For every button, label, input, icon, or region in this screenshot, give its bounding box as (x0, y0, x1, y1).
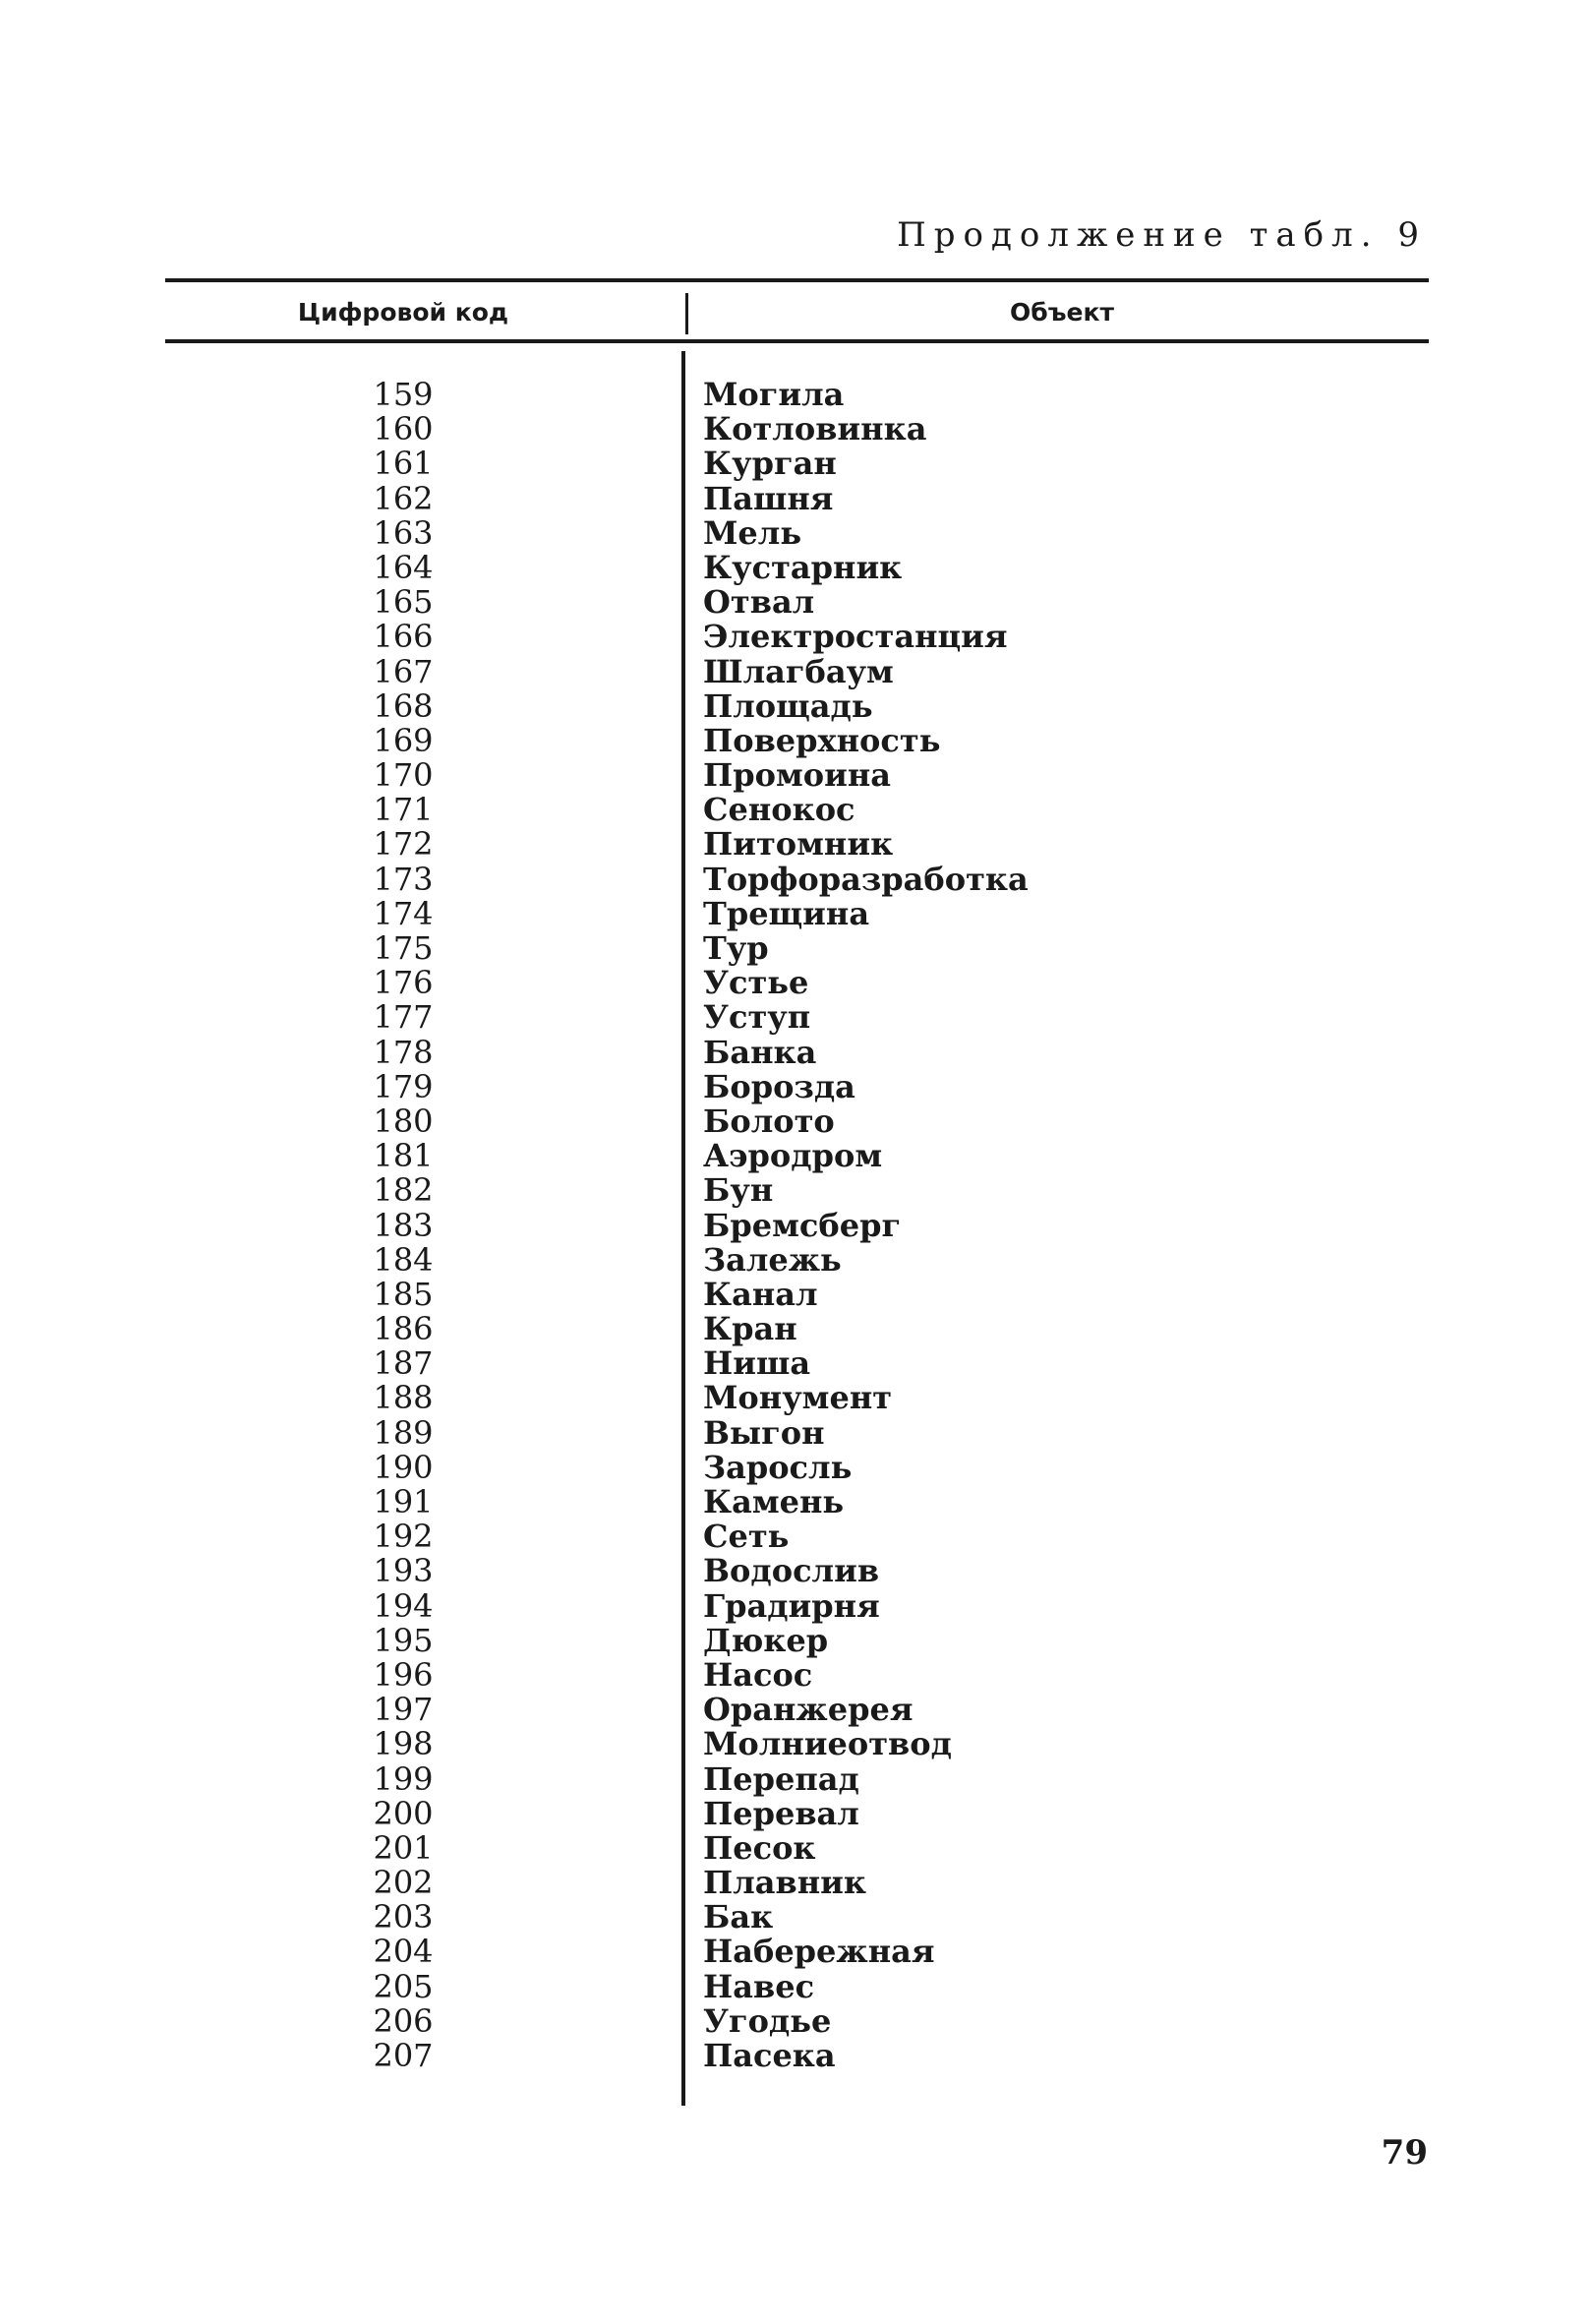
row-code: 160 (373, 410, 434, 448)
table-row (0, 1828, 1592, 1867)
row-object: Бремсберг (703, 1206, 902, 1244)
table-row (0, 1067, 1592, 1105)
table-row (0, 1554, 1592, 1588)
row-code: 161 (373, 445, 434, 483)
row-code: 187 (373, 1344, 434, 1383)
table-row (0, 585, 1592, 620)
row-code: 200 (373, 1794, 434, 1832)
row-code: 159 (373, 376, 434, 413)
row-code: 164 (373, 548, 434, 586)
row-code: 173 (373, 860, 434, 898)
row-code: 207 (373, 2037, 434, 2074)
row-code: 171 (373, 791, 434, 829)
row-code: 181 (373, 1137, 434, 1175)
table-row (0, 1275, 1592, 1313)
row-code: 185 (373, 1275, 434, 1313)
row-code: 205 (373, 1967, 434, 2005)
row-object: Бак (703, 1898, 774, 1937)
table-row (0, 479, 1592, 517)
row-object: Банка (703, 1033, 817, 1071)
table-row (0, 1033, 1592, 1071)
row-code: 196 (373, 1655, 434, 1694)
row-code: 190 (373, 1448, 434, 1486)
row-code: 186 (373, 1310, 434, 1348)
table-row (0, 758, 1592, 793)
row-object: Пасека (703, 2037, 836, 2074)
table-row (0, 1206, 1592, 1244)
row-code: 188 (373, 1379, 434, 1417)
row-object: Кран (703, 1310, 797, 1348)
row-object: Бун (703, 1171, 774, 1210)
table-row (0, 860, 1592, 898)
row-object: Мель (703, 513, 802, 552)
row-code: 170 (373, 756, 434, 795)
table-row (0, 1866, 1592, 1900)
row-code: 178 (373, 1033, 434, 1071)
row-code: 203 (373, 1898, 434, 1937)
row-object: Поверхность (703, 721, 941, 759)
row-object: Канал (703, 1275, 818, 1313)
table-row (0, 1413, 1592, 1452)
row-code: 169 (373, 721, 434, 759)
row-object: Котловинка (703, 410, 927, 448)
row-code: 180 (373, 1102, 434, 1140)
row-code: 201 (373, 1828, 434, 1867)
row-object: Перевал (703, 1794, 859, 1832)
page-number: 79 (1381, 2133, 1428, 2173)
table-row (0, 1586, 1592, 1625)
row-code: 163 (373, 513, 434, 552)
table-row (0, 1485, 1592, 1520)
header-column-divider (685, 293, 688, 334)
row-object: Тур (703, 929, 769, 967)
row-code: 192 (373, 1518, 434, 1556)
row-object: Кустарник (703, 548, 903, 586)
row-object: Сенокос (703, 791, 855, 829)
table-header-rule (165, 339, 1429, 343)
row-object: Промоина (703, 756, 891, 795)
row-object: Заросль (703, 1448, 853, 1486)
row-code: 191 (373, 1483, 434, 1520)
row-object: Электростанция (703, 618, 1008, 656)
row-object: Залежь (703, 1240, 842, 1279)
row-object: Градирня (703, 1586, 880, 1625)
table-row (0, 1693, 1592, 1727)
row-code: 172 (373, 825, 434, 864)
table-row (0, 1448, 1592, 1486)
row-code: 194 (373, 1586, 434, 1625)
row-code: 198 (373, 1725, 434, 1763)
row-code: 179 (373, 1067, 434, 1105)
table-row (0, 2001, 1592, 2040)
row-object: Питомник (703, 825, 894, 864)
table-row (0, 966, 1592, 1000)
row-object: Курган (703, 445, 837, 483)
row-object: Устье (703, 964, 809, 1002)
table-row (0, 1139, 1592, 1173)
column-header-code: Цифровой код (297, 298, 509, 327)
row-object: Дюкер (703, 1621, 829, 1659)
row-code: 206 (373, 2001, 434, 2040)
table-row (0, 1935, 1592, 1969)
row-object: Навес (703, 1967, 815, 2005)
row-object: Песок (703, 1828, 816, 1867)
table-row (0, 1759, 1592, 1798)
table-row (0, 1727, 1592, 1761)
row-code: 195 (373, 1621, 434, 1659)
table-row (0, 548, 1592, 586)
row-object: Насос (703, 1655, 813, 1694)
table-row (0, 1000, 1592, 1035)
row-code: 199 (373, 1759, 434, 1798)
row-object: Ниша (703, 1344, 811, 1383)
table-top-rule (165, 278, 1429, 282)
row-object: Камень (703, 1483, 845, 1520)
table-row (0, 1346, 1592, 1381)
row-object: Монумент (703, 1379, 893, 1417)
table-row (0, 412, 1592, 447)
row-code: 197 (373, 1691, 434, 1729)
row-code: 189 (373, 1413, 434, 1452)
row-code: 184 (373, 1240, 434, 1279)
table-row (0, 1655, 1592, 1694)
row-code: 202 (373, 1864, 434, 1902)
table-caption: Продолжение табл. 9 (897, 215, 1427, 255)
row-object: Болото (703, 1102, 835, 1140)
table-row (0, 686, 1592, 725)
row-object: Водослив (703, 1552, 880, 1590)
table-row (0, 1520, 1592, 1554)
table-row (0, 721, 1592, 759)
table-row (0, 378, 1592, 412)
row-object: Молниеотвод (703, 1725, 952, 1763)
row-object: Аэродром (703, 1137, 883, 1175)
row-code: 204 (373, 1933, 434, 1971)
table-row (0, 447, 1592, 481)
row-object: Пашня (703, 479, 834, 517)
row-code: 176 (373, 964, 434, 1002)
row-object: Уступ (703, 998, 811, 1037)
row-object: Борозда (703, 1067, 855, 1105)
table-row (0, 1173, 1592, 1208)
table-row (0, 2039, 1592, 2073)
table-row (0, 931, 1592, 966)
table-row (0, 1312, 1592, 1346)
row-code: 193 (373, 1552, 434, 1590)
table-row (0, 827, 1592, 862)
table-row (0, 620, 1592, 654)
row-object: Плавник (703, 1864, 867, 1902)
row-code: 166 (373, 618, 434, 656)
row-object: Сеть (703, 1518, 790, 1556)
row-code: 165 (373, 583, 434, 622)
row-code: 175 (373, 929, 434, 967)
table-row (0, 1900, 1592, 1935)
row-code: 167 (373, 652, 434, 690)
row-object: Могила (703, 376, 845, 413)
row-object: Торфоразработка (703, 860, 1029, 898)
column-header-object: Объект (1010, 298, 1114, 327)
table-row (0, 1794, 1592, 1832)
row-code: 162 (373, 479, 434, 517)
table-row (0, 1381, 1592, 1415)
table-row (0, 1240, 1592, 1279)
row-object: Шлагбаум (703, 652, 894, 690)
table-row (0, 1104, 1592, 1139)
table-row (0, 513, 1592, 552)
table-row (0, 894, 1592, 932)
row-code: 177 (373, 998, 434, 1037)
table-row (0, 793, 1592, 827)
row-code: 168 (373, 686, 434, 725)
row-object: Перепад (703, 1759, 859, 1798)
row-object: Трещина (703, 894, 870, 932)
table-row (0, 1621, 1592, 1659)
row-object: Выгон (703, 1413, 825, 1452)
row-code: 182 (373, 1171, 434, 1210)
row-code: 183 (373, 1206, 434, 1244)
row-code: 174 (373, 894, 434, 932)
table-row (0, 652, 1592, 690)
table-row (0, 1967, 1592, 2005)
row-object: Площадь (703, 686, 873, 725)
row-object: Набережная (703, 1933, 935, 1971)
row-object: Оранжерея (703, 1691, 914, 1729)
table-body (0, 378, 1592, 2073)
row-object: Отвал (703, 583, 815, 622)
row-object: Угодье (703, 2001, 832, 2040)
